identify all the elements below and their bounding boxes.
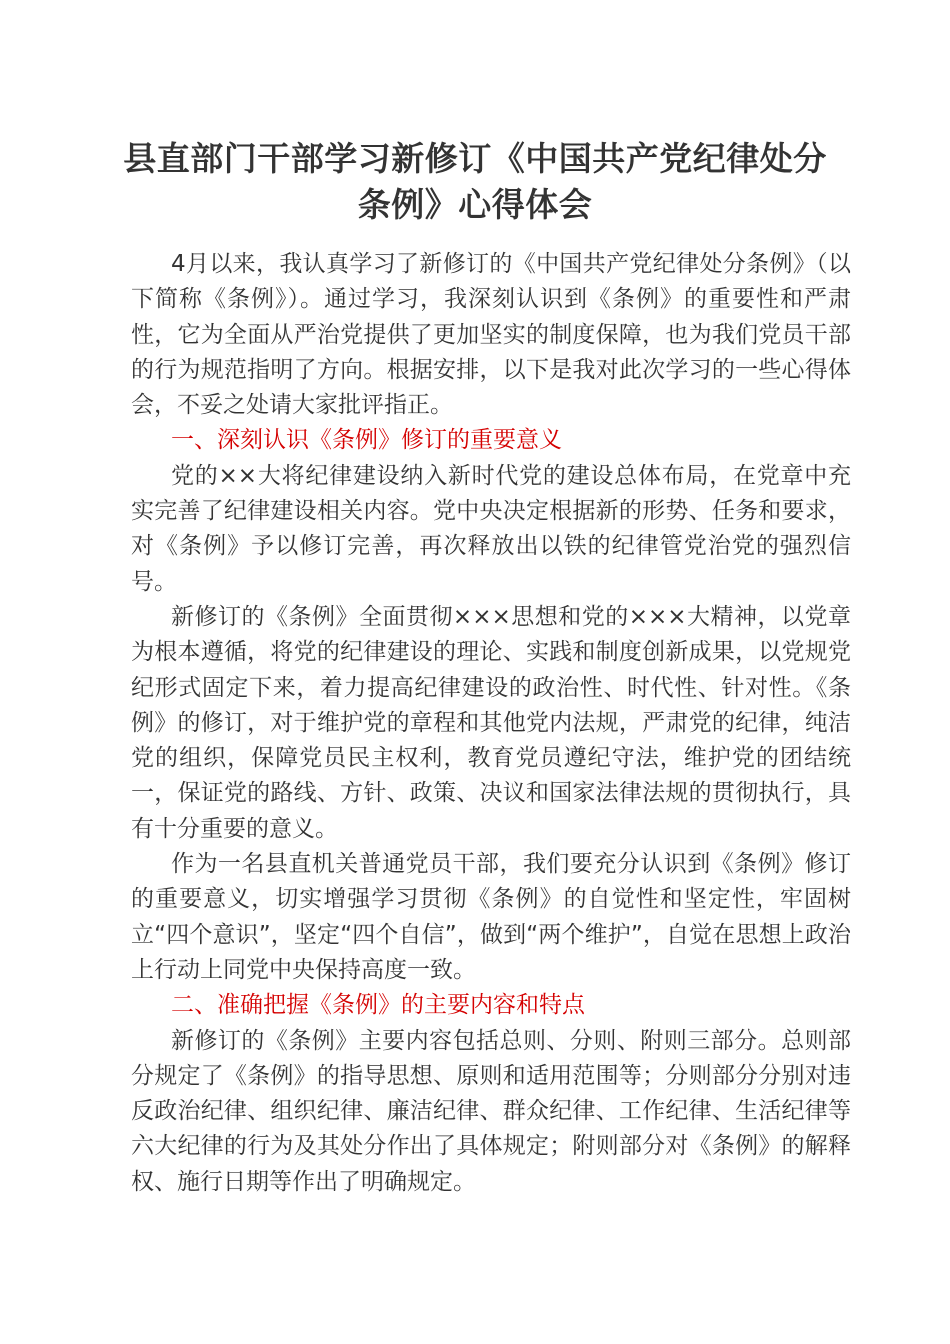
body-paragraph: 党的××大将纪律建设纳入新时代党的建设总体布局，在党章中充实完善了纪律建设相关内容。党中央决定根据新的形势、任务和要求，对《条例》予以修订完善，再次释放出以铁的纪律管党治党的强烈信号。	[131, 462, 851, 595]
section-heading-1: 一、深刻认识《条例》修订的重要意义	[171, 427, 562, 454]
body-paragraph: 新修订的《条例》全面贯彻×××思想和党的×××大精神，以党章为根本遵循，将党的纪律建设的理论、实践和制度创新成果，以党规党纪形式固定下来，着力提高纪律建设的政治性、时代性、针对性。《条例》的修订，对于维护党的章程和其他党内法规，严肃党的纪律，纯洁党的组织，保障党员民主权利，教育党员遵纪守法，维护党的团结统一，保证党的路线、方针、政策、决议和国家法律法规的贯彻执行，具有十分重要的意义。	[131, 603, 851, 842]
body-paragraph: 作为一名县直机关普通党员干部，我们要充分认识到《条例》修订的重要意义，切实增强学习贯彻《条例》的自觉性和坚定性，牢固树立“四个意识”，坚定“四个自信”，做到“两个维护”，自觉在思想上政治上行动上同党中央保持高度一致。	[131, 851, 851, 983]
document-body	[131, 247, 851, 1200]
document-title: 县直部门干部学习新修订《中国共产党纪律处分条例》心得体会	[123, 139, 827, 224]
body-paragraph: 新修订的《条例》主要内容包括总则、分则、附则三部分。总则部分规定了《条例》的指导思想、原则和适用范围等；分则部分分别对违反政治纪律、组织纪律、廉洁纪律、群众纪律、工作纪律、生活纪律等六大纪律的行为及其处分作出了具体规定；附则部分对《条例》的解释权、施行日期等作出了明确规定。	[131, 1027, 851, 1195]
body-paragraph: 4月以来，我认真学习了新修订的《中国共产党纪律处分条例》（以下简称《条例》）。通过学习，我深刻认识到《条例》的重要性和严肃性，它为全面从严治党提供了更加坚实的制度保障，也为我们党员干部的行为规范指明了方向。根据安排，以下是我对此次学习的一些心得体会，不妥之处请大家批评指正。	[131, 251, 851, 419]
section-heading-2: 二、准确把握《条例》的主要内容和特点	[171, 992, 585, 1019]
